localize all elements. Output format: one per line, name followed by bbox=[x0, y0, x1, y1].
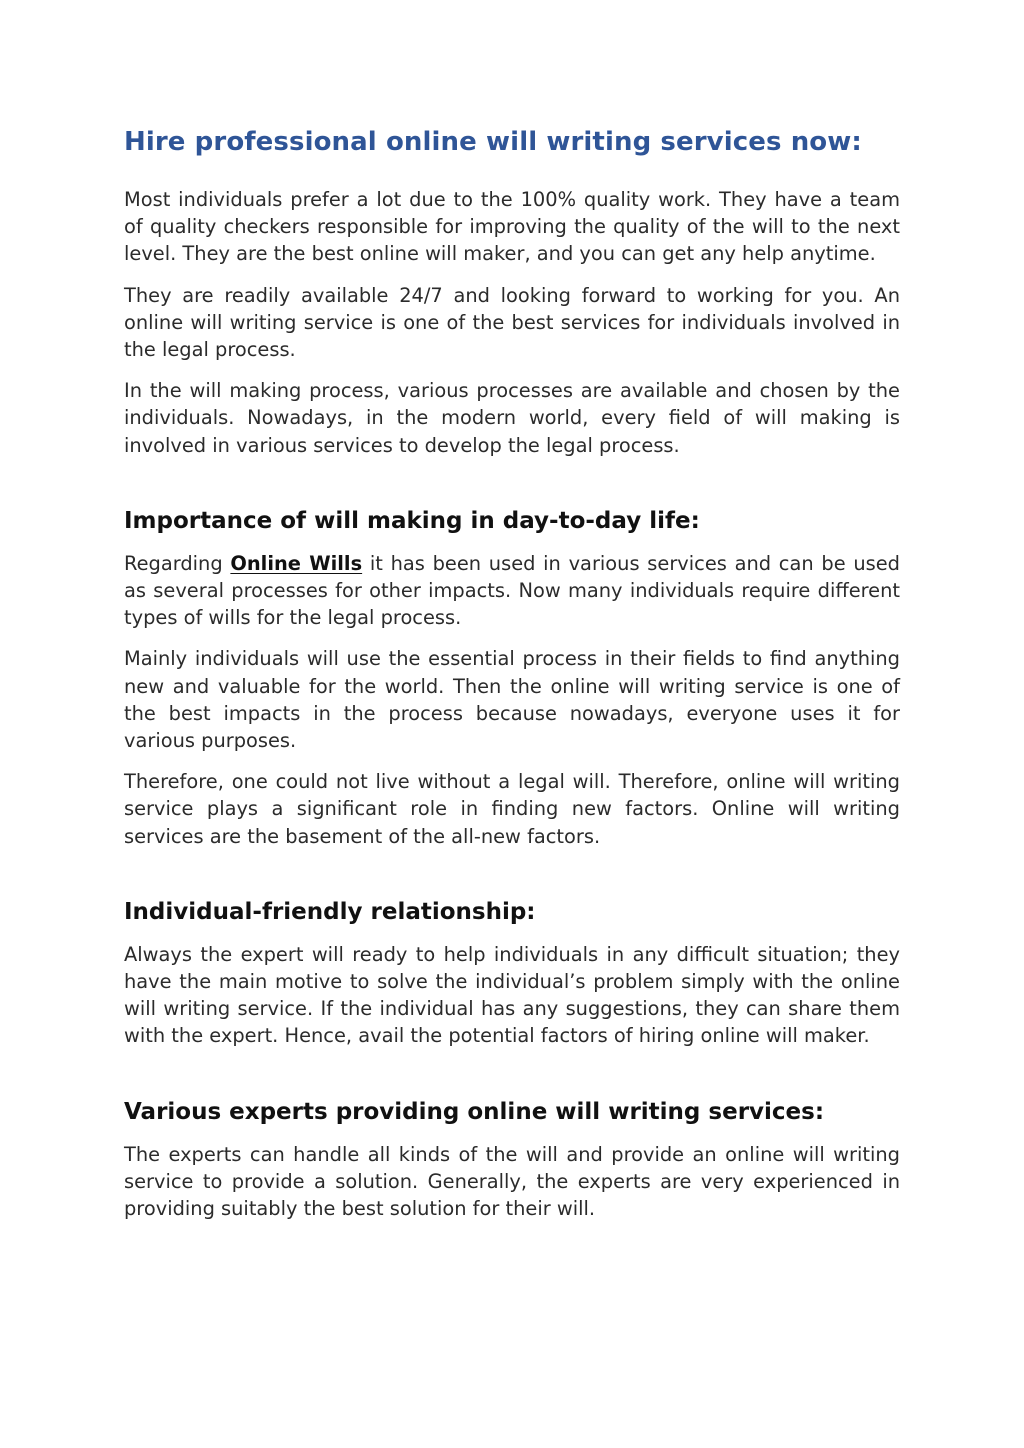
intro-paragraph-3: In the will making process, various processes are available and chosen by the individuals. Nowadays, in the modern world, every field of will making is involved in various services to develop the legal process. bbox=[124, 379, 900, 457]
importance-paragraph-2: Mainly individuals will use the essential process in their fields to find anything new and valuable for the world. Then the online will writing service is one of the best impacts in the process because nowadays, everyone uses it for various purposes. bbox=[124, 647, 900, 753]
importance-text-before-link: Regarding bbox=[124, 551, 231, 575]
experts-paragraph-1: The experts can handle all kinds of the will and provide an online will writing service to provide a solution. Generally, the experts are very experienced in providing suitably the best solution for their will. bbox=[124, 1142, 900, 1221]
online-wills-link[interactable]: Online Wills bbox=[230, 551, 363, 575]
section-spacer bbox=[124, 473, 900, 506]
section-spacer bbox=[124, 1064, 900, 1097]
document-body bbox=[124, 186, 900, 1236]
experts-heading: Various experts providing online will writing services: bbox=[124, 1098, 825, 1125]
relationship-paragraph-1: Always the expert will ready to help individuals in any difficult situation; they have the main motive to solve the individual’s problem simply with the online will writing service. If the individual has any suggestions, they can share them with the expert. Hence, avail the potential factors of hiring online will maker. bbox=[124, 942, 900, 1048]
intro-paragraph-2: They are readily available 24/7 and looking forward to working for you. An online will writing service is one of the best services for individuals involved in the legal process. bbox=[124, 283, 900, 362]
importance-paragraph-3: Therefore, one could not live without a legal will. Therefore, online will writing service plays a significant role in finding new factors. Online will writing services are the basement of the all-new factors. bbox=[124, 770, 900, 848]
relationship-heading: Individual-friendly relationship: bbox=[124, 898, 536, 925]
importance-text-after-link: it has been used in various services and can be used as several processes for other impacts. Now many individuals require different types of wills for the legal process. bbox=[124, 551, 900, 630]
importance-paragraph-1 bbox=[124, 550, 900, 632]
intro-paragraph-1: Most individuals prefer a lot due to the 100% quality work. They have a team of quality checkers responsible for improving the quality of the will to the next level. They are the best online will maker, and you can get any help anytime. bbox=[124, 188, 900, 266]
section-spacer bbox=[124, 864, 900, 897]
page-title: Hire professional online will writing services now: bbox=[124, 127, 862, 157]
importance-heading: Importance of will making in day-to-day life: bbox=[124, 507, 700, 534]
